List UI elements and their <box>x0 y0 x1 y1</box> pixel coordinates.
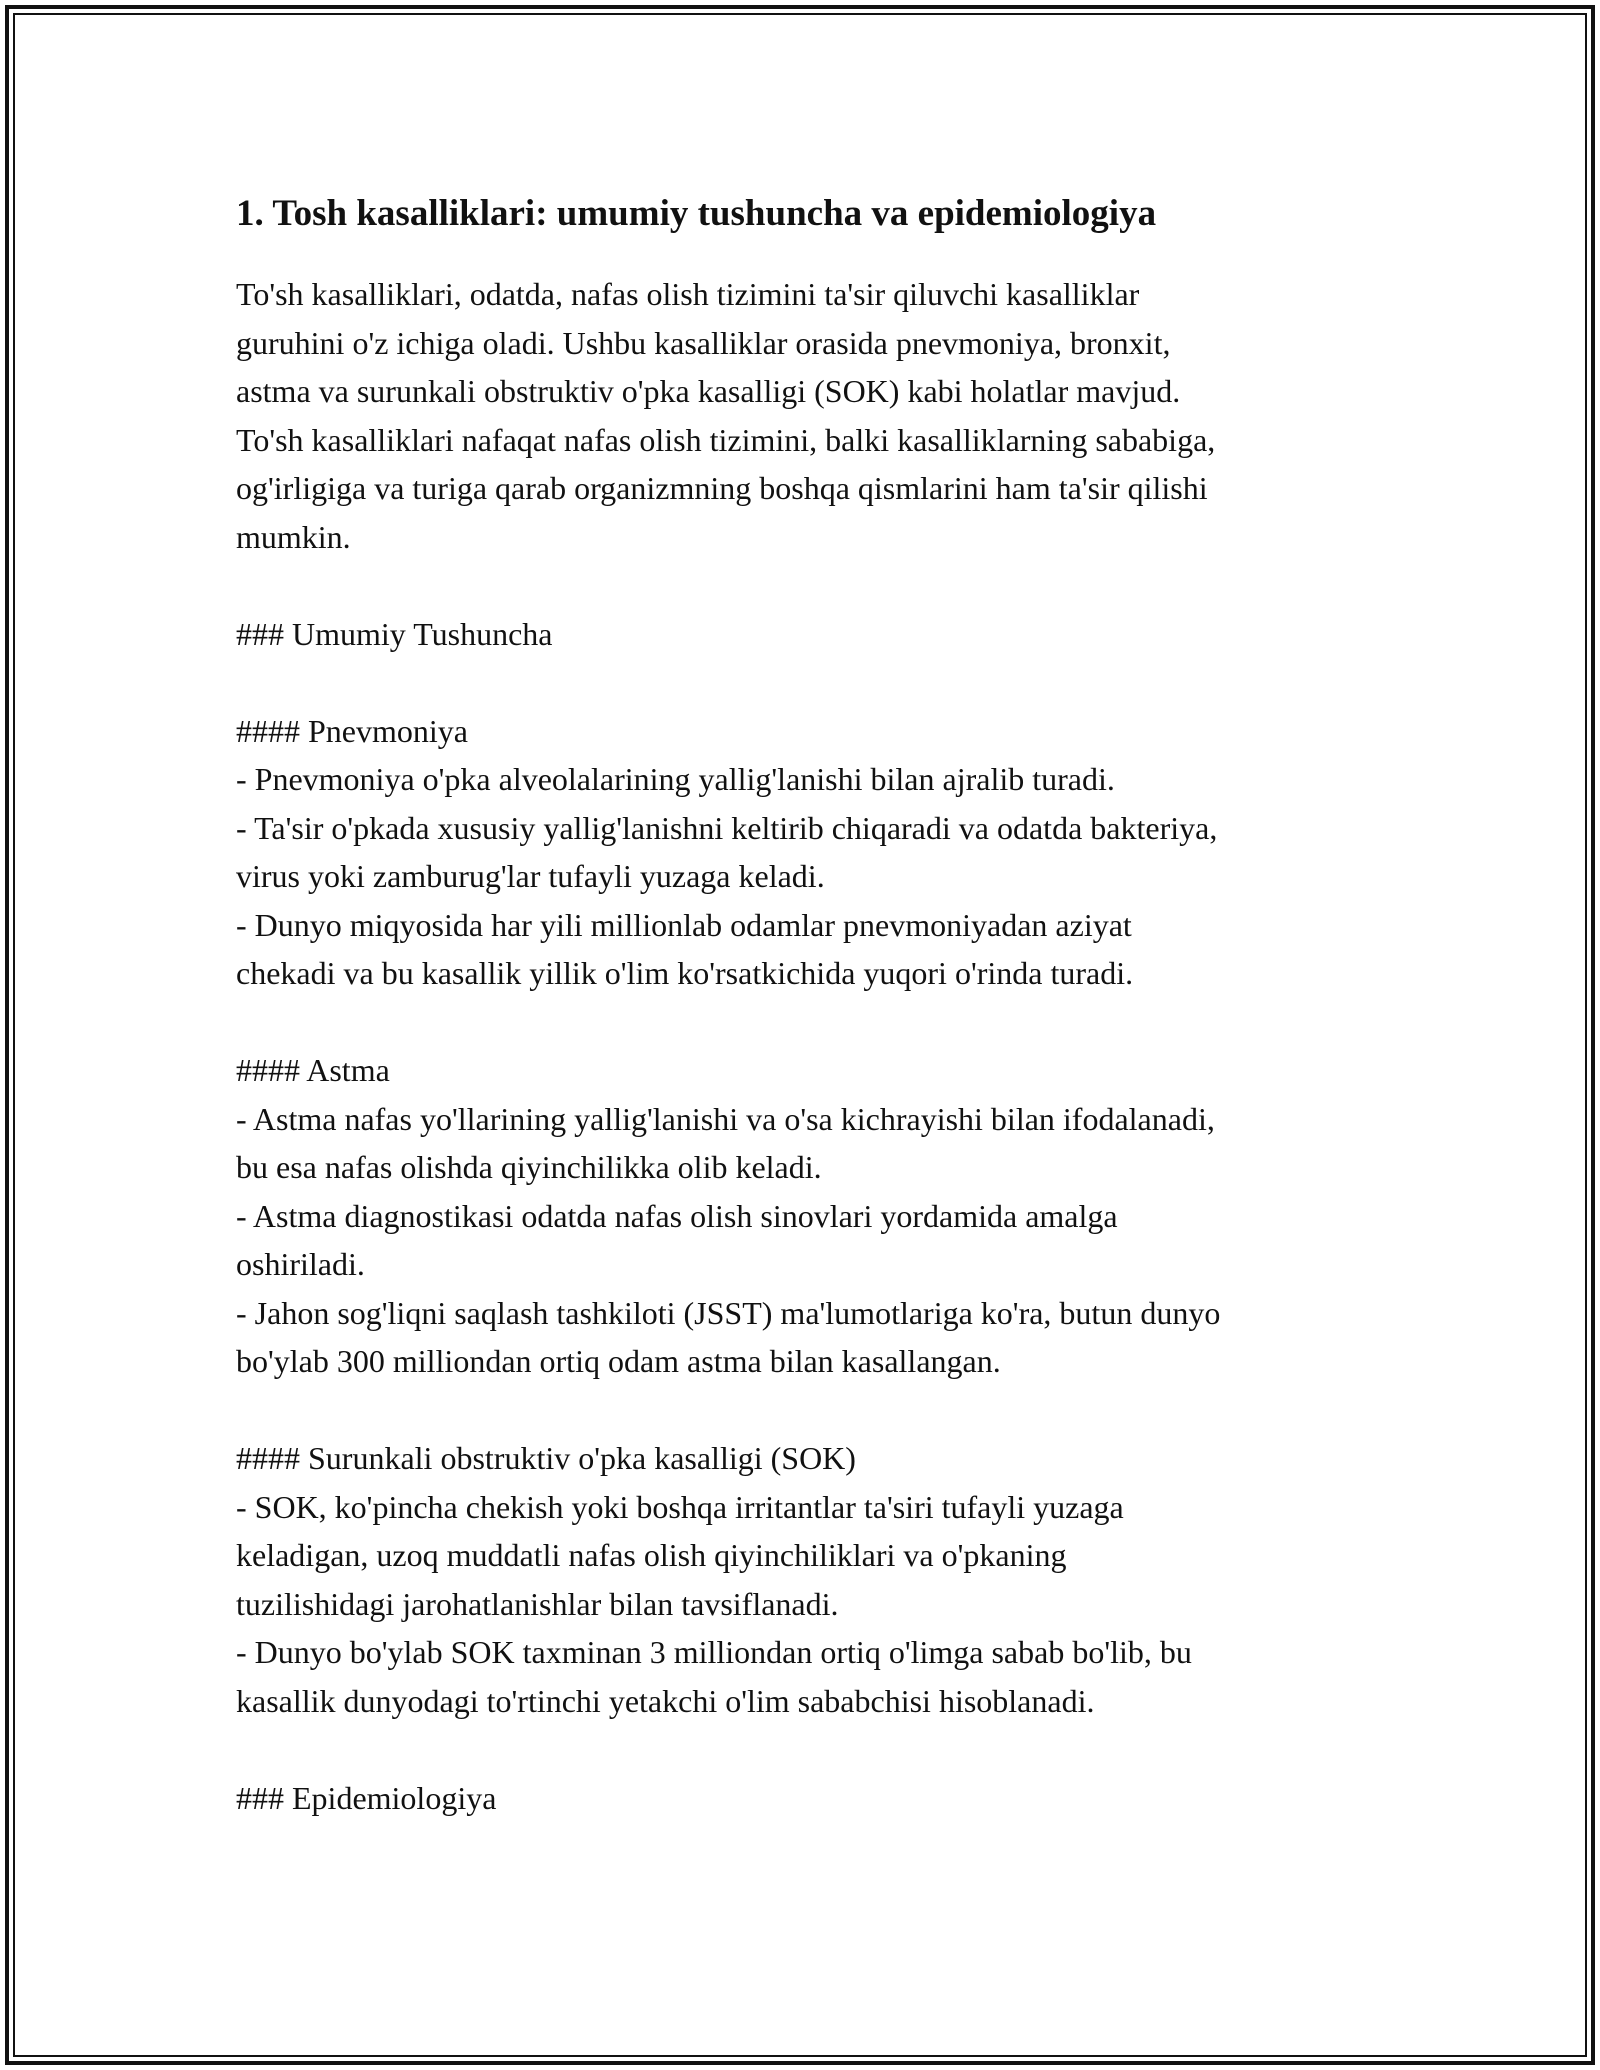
subheading-copd: #### Surunkali obstruktiv o'pka kasalligi (SOK) <box>236 1440 856 1476</box>
intro-line: astma va surunkali obstruktiv o'pka kasalligi (SOK) kabi holatlar mavjud. <box>236 373 1181 409</box>
asthma-line: - Astma diagnostikasi odatda nafas olish sinovlari yordamida amalga <box>236 1197 1118 1234</box>
section-heading-epidemiology: ### Epidemiologiya <box>236 1779 497 1816</box>
pneumonia-line: virus yoki zamburug'lar tufayli yuzaga keladi. <box>236 858 825 894</box>
pneumonia-line: chekadi va bu kasallik yillik o'lim ko'rsatkichida yuqori o'rinda turadi. <box>236 955 1134 991</box>
copd-line: - SOK, ko'pincha chekish yoki boshqa irritantlar ta'siri tufayli yuzaga <box>236 1488 1124 1525</box>
subheading-pneumonia: #### Pnevmoniya <box>236 712 468 749</box>
intro-line: To'sh kasalliklari, odatda, nafas olish tizimini ta'sir qiluvchi kasalliklar <box>236 276 1140 312</box>
intro-paragraph <box>236 270 1376 1822</box>
asthma-line: - Jahon sog'liqni saqlash tashkiloti (JSST) ma'lumotlariga ko'ra, butun dunyo <box>236 1294 1221 1331</box>
pneumonia-line: - Ta'sir o'pkada xususiy yallig'lanishni keltirib chiqaradi va odatda bakteriya, <box>236 809 1218 846</box>
intro-line: mumkin. <box>236 518 351 555</box>
asthma-line: bo'ylab 300 milliondan ortiq odam astma bilan kasallangan. <box>236 1343 1001 1379</box>
intro-line: og'irligiga va turiga qarab organizmning boshqa qismlarini ham ta'sir qilishi <box>236 470 1208 506</box>
document-title: 1. Tosh kasalliklari: umumiy tushuncha va epidemiologiya <box>236 193 1157 234</box>
copd-line: kasallik dunyodagi to'rtinchi yetakchi o'lim sababchisi hisoblanadi. <box>236 1682 1095 1719</box>
intro-line: To'sh kasalliklari nafaqat nafas olish tizimini, balki kasalliklarning sababiga, <box>236 421 1216 458</box>
document-body <box>236 186 1376 1822</box>
section-heading-general: ### Umumiy Tushuncha <box>236 615 553 652</box>
asthma-line: oshiriladi. <box>236 1246 365 1282</box>
copd-line: - Dunyo bo'ylab SOK taxminan 3 milliondan ortiq o'limga sabab bo'lib, bu <box>236 1634 1192 1670</box>
copd-line: tuzilishidagi jarohatlanishlar bilan tavsiflanadi. <box>236 1585 839 1622</box>
pneumonia-line: - Dunyo miqyosida har yili millionlab odamlar pnevmoniyadan aziyat <box>236 906 1132 943</box>
pneumonia-line: - Pnevmoniya o'pka alveolalarining yallig'lanishi bilan ajralib turadi. <box>236 761 1115 797</box>
intro-line: guruhini o'z ichiga oladi. Ushbu kasalliklar orasida pnevmoniya, bronxit, <box>236 324 1171 361</box>
asthma-line: - Astma nafas yo'llarining yallig'lanishi va o'sa kichrayishi bilan ifodalanadi, <box>236 1100 1215 1137</box>
subheading-asthma: #### Astma <box>236 1052 390 1088</box>
asthma-line: bu esa nafas olishda qiyinchilikka olib keladi. <box>236 1149 822 1185</box>
copd-line: keladigan, uzoq muddatli nafas olish qiyinchiliklari va o'pkaning <box>236 1537 1067 1573</box>
